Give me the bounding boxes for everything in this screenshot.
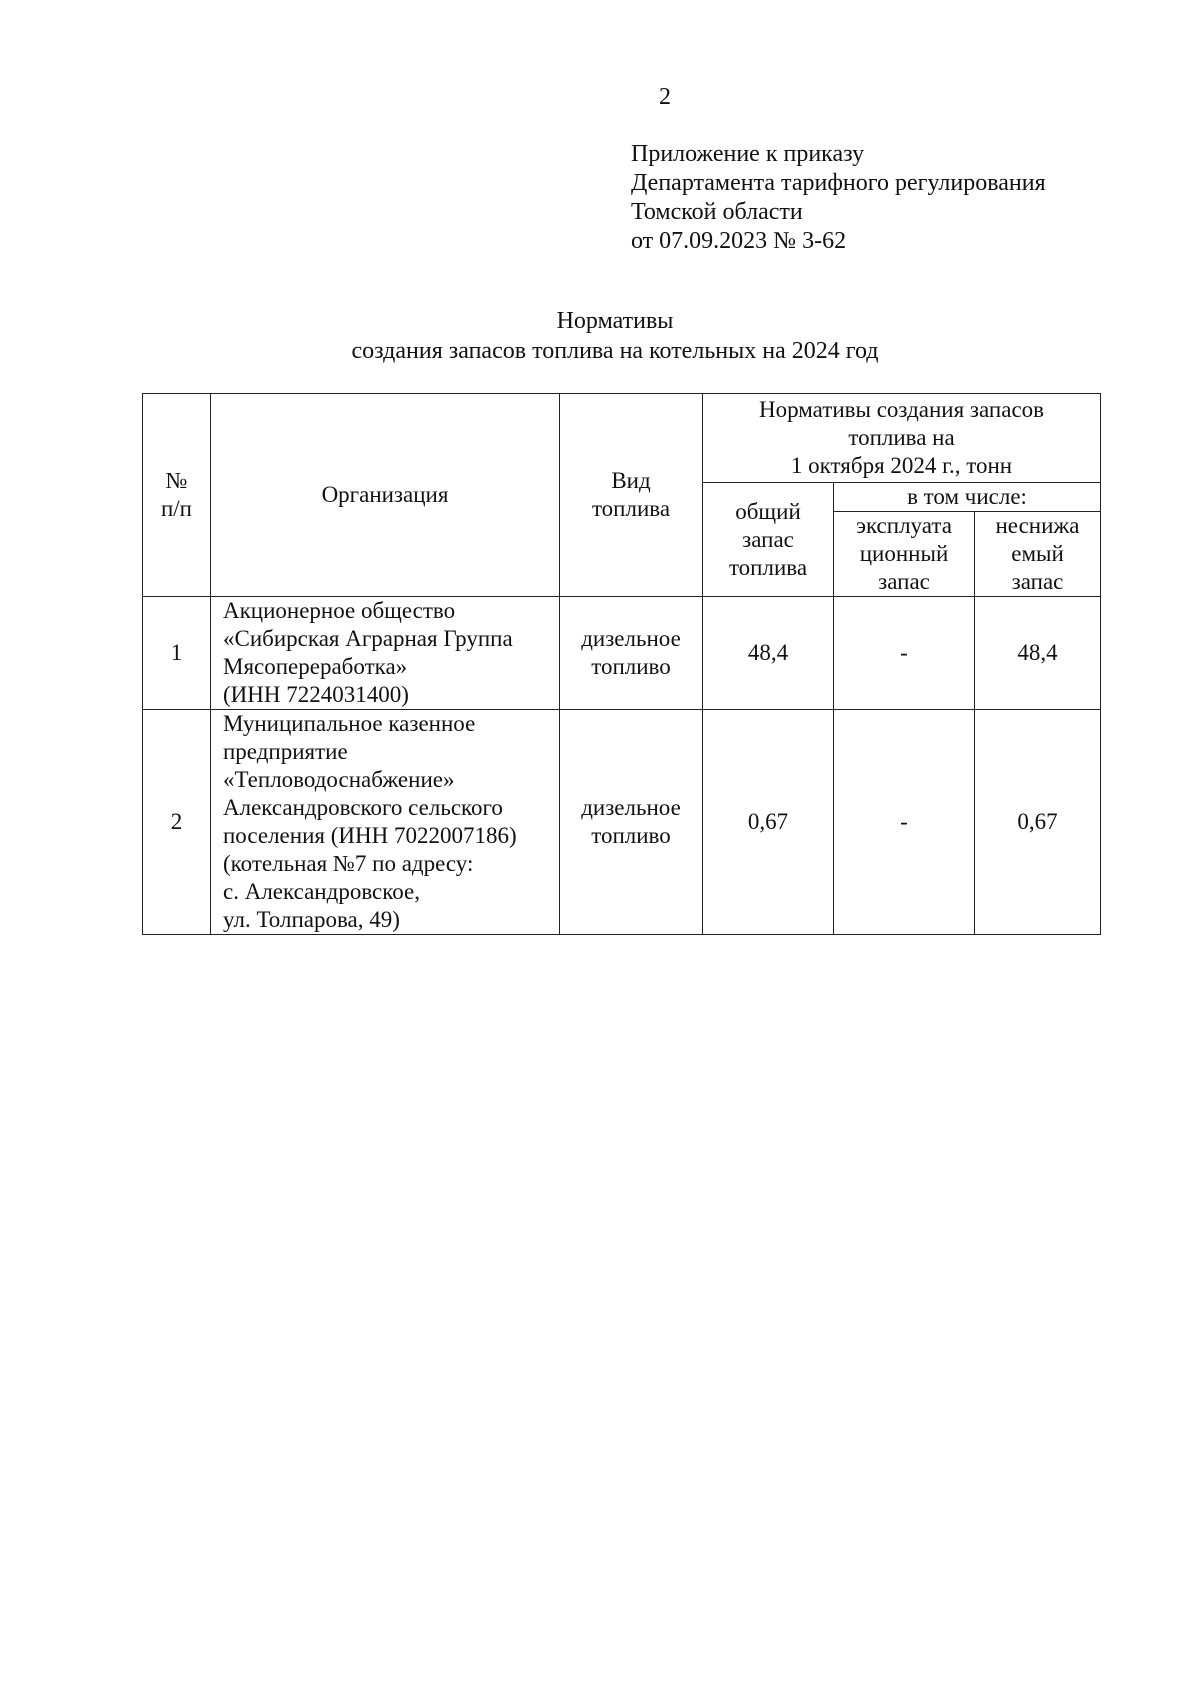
appendix-line: Департамента тарифного регулирования xyxy=(631,170,1046,196)
header-irreducible-stock: неснижа емый запас xyxy=(975,512,1101,597)
header-operational-stock: эксплуата ционный запас xyxy=(834,512,975,597)
appendix-reference xyxy=(631,140,1046,256)
header-total-stock: общий запас топлива xyxy=(703,483,834,597)
cell-fuel-type: дизельное топливо xyxy=(560,710,703,935)
header-num: № п/п xyxy=(143,394,211,597)
page-number: 2 xyxy=(659,84,671,110)
cell-irreducible-stock: 0,67 xyxy=(975,710,1101,935)
cell-organization: Муниципальное казенное предприятие «Тепловодоснабжение» Александровского сельского поселения (ИНН 7022007186) (котельная №7 по адресу: с. Александровское, ул. Толпарова, 49) xyxy=(211,710,560,935)
cell-operational-stock: - xyxy=(834,710,975,935)
cell-irreducible-stock: 48,4 xyxy=(975,597,1101,710)
table-header-row xyxy=(143,394,1101,483)
fuel-norms-table xyxy=(142,393,1101,935)
appendix-line: от 07.09.2023 № 3-62 xyxy=(631,228,847,254)
header-organization: Организация xyxy=(211,394,560,597)
cell-num: 2 xyxy=(143,710,211,935)
cell-fuel-type: дизельное топливо xyxy=(560,597,703,710)
title-line-2: создания запасов топлива на котельных на 2024 год xyxy=(351,338,879,364)
header-norms-group: Нормативы создания запасов топлива на 1 октября 2024 г., тонн xyxy=(703,394,1101,483)
cell-total-stock: 0,67 xyxy=(703,710,834,935)
header-including: в том числе: xyxy=(834,483,1101,512)
header-fuel-type: Вид топлива xyxy=(560,394,703,597)
cell-num: 1 xyxy=(143,597,211,710)
cell-organization: Акционерное общество «Сибирская Аграрная Группа Мясопереработка» (ИНН 7224031400) xyxy=(211,597,560,710)
appendix-line: Приложение к приказу xyxy=(631,141,865,167)
table-row xyxy=(143,597,1101,710)
appendix-line: Томской области xyxy=(631,199,803,225)
title-line-1: Нормативы xyxy=(556,308,674,334)
table-row xyxy=(143,710,1101,935)
cell-operational-stock: - xyxy=(834,597,975,710)
document-title xyxy=(130,306,1100,366)
cell-total-stock: 48,4 xyxy=(703,597,834,710)
